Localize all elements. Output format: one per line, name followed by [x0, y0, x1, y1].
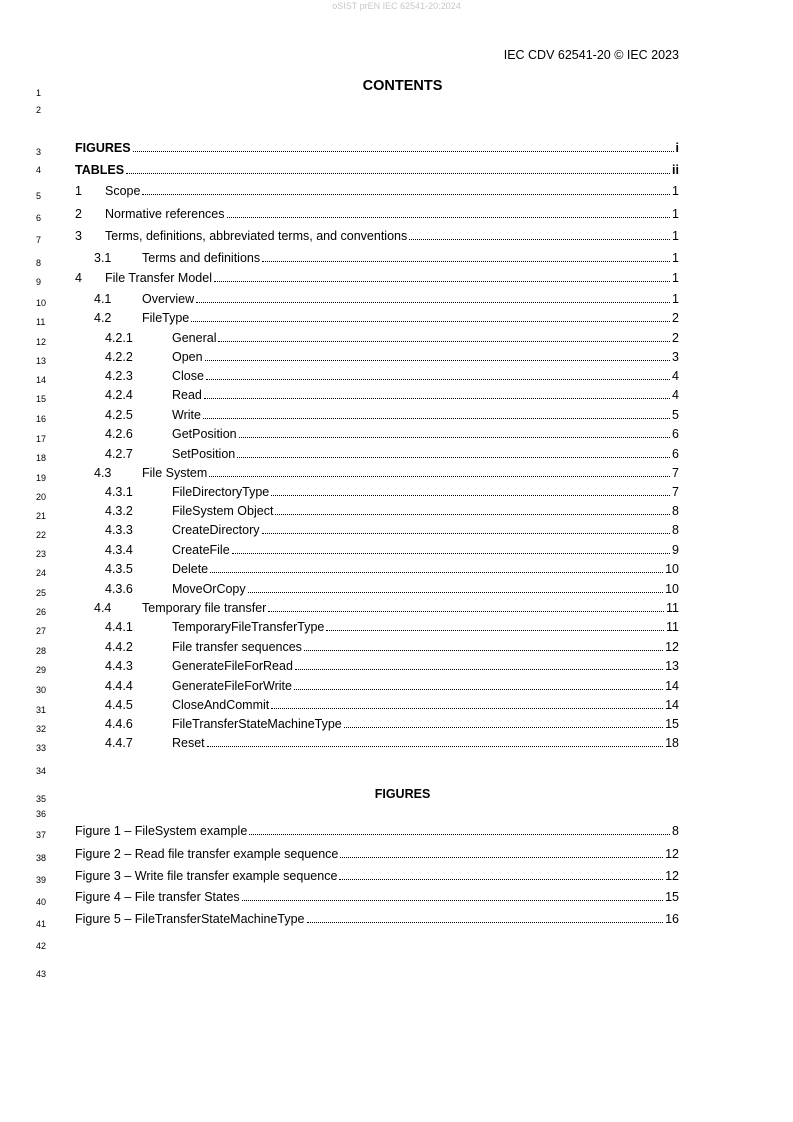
line-number: 3: [36, 147, 42, 157]
toc-entry[interactable]: [105, 542, 679, 558]
toc-entry[interactable]: [105, 330, 679, 346]
page-number: 12: [665, 869, 679, 883]
page-number: 6: [672, 447, 679, 461]
page-number: 12: [665, 640, 679, 654]
page-number: 14: [665, 679, 679, 693]
entry-title: File transfer sequences: [172, 640, 302, 654]
entry-title: FileSystem Object: [172, 504, 274, 518]
toc-entry[interactable]: [94, 310, 679, 326]
page-number: 1: [672, 207, 679, 221]
section-number: 4.2.7: [105, 447, 133, 461]
line-number: 13: [36, 356, 47, 366]
page-number: 13: [665, 659, 679, 673]
page-number: i: [675, 141, 679, 155]
line-number: 7: [36, 235, 42, 245]
page-number: 5: [672, 408, 679, 422]
line-number: 1: [36, 88, 42, 98]
dot-leader: [209, 475, 670, 477]
toc-entry[interactable]: [75, 206, 679, 222]
entry-title: File Transfer Model: [105, 271, 212, 285]
dot-leader: [340, 856, 663, 858]
page-number: 7: [672, 485, 679, 499]
section-number: 4.4.4: [105, 679, 133, 693]
entry-title: CreateFile: [172, 543, 230, 557]
dot-leader: [304, 649, 663, 651]
dot-leader: [210, 571, 663, 573]
toc-entry[interactable]: [105, 658, 679, 674]
dot-leader: [326, 629, 664, 631]
section-number: 4.4: [94, 601, 112, 615]
page-number: 1: [672, 251, 679, 265]
entry-title: SetPosition: [172, 447, 236, 461]
toc-entry[interactable]: [75, 270, 679, 286]
line-number: 29: [36, 665, 47, 675]
line-number: 30: [36, 685, 47, 695]
page-number: 18: [665, 736, 679, 750]
figures-list-title: FIGURES: [374, 787, 431, 801]
line-number: 5: [36, 191, 42, 201]
toc-entry[interactable]: [105, 639, 679, 655]
line-number: 14: [36, 375, 47, 385]
dot-leader: [203, 417, 670, 419]
entry-title: CloseAndCommit: [172, 698, 270, 712]
dot-leader: [294, 688, 663, 690]
toc-entry[interactable]: [75, 140, 679, 156]
toc-entry[interactable]: [105, 716, 679, 732]
entry-title: Temporary file transfer: [142, 601, 267, 615]
toc-entry[interactable]: [75, 162, 679, 178]
page-number: 2: [672, 331, 679, 345]
dot-leader: [133, 150, 674, 152]
figure-entry[interactable]: [75, 889, 679, 905]
contents-title: CONTENTS: [362, 78, 443, 94]
toc-entry[interactable]: [105, 581, 679, 597]
entry-title: Figure 3 – Write file transfer example sequence: [75, 869, 338, 883]
section-number: 4.4.5: [105, 698, 133, 712]
page-number: 1: [672, 292, 679, 306]
dot-leader: [196, 301, 670, 303]
entry-title: Open: [172, 350, 203, 364]
dot-leader: [248, 591, 663, 593]
toc-entry[interactable]: [105, 484, 679, 500]
entry-title: General: [172, 331, 217, 345]
page-number: 15: [665, 890, 679, 904]
line-number: 23: [36, 549, 47, 559]
page-number: 6: [672, 427, 679, 441]
line-number: 6: [36, 213, 42, 223]
entry-title: TemporaryFileTransferType: [172, 620, 325, 634]
page-number: 15: [665, 717, 679, 731]
dot-leader: [237, 456, 670, 458]
entry-title: Normative references: [105, 207, 225, 221]
dot-leader: [126, 172, 670, 174]
dot-leader: [268, 610, 664, 612]
section-number: 4.2.3: [105, 369, 133, 383]
document-reference: IEC CDV 62541-20 © IEC 2023: [503, 48, 679, 62]
toc-entry[interactable]: [94, 600, 679, 616]
line-number: 22: [36, 530, 47, 540]
toc-entry[interactable]: [94, 465, 679, 481]
section-number: 4.3.4: [105, 543, 133, 557]
dot-leader: [307, 921, 664, 923]
dot-leader: [344, 726, 663, 728]
section-number: 4.3: [94, 466, 112, 480]
line-number: 42: [36, 941, 47, 951]
line-number: 36: [36, 809, 47, 819]
dot-leader: [239, 436, 670, 438]
line-number: 17: [36, 434, 47, 444]
entry-title: Figure 2 – Read file transfer example sequence: [75, 847, 339, 861]
section-number: 4.3.3: [105, 523, 133, 537]
toc-entry[interactable]: [105, 522, 679, 538]
entry-title: GetPosition: [172, 427, 237, 441]
page-number: 8: [672, 504, 679, 518]
line-number: 40: [36, 897, 47, 907]
figure-entry[interactable]: [75, 868, 679, 884]
page-number: 8: [672, 523, 679, 537]
entry-title: Terms and definitions: [142, 251, 261, 265]
dot-leader: [218, 340, 670, 342]
toc-entry[interactable]: [105, 407, 679, 423]
dot-leader: [204, 397, 670, 399]
toc-entry[interactable]: [94, 291, 679, 307]
toc-entry[interactable]: [94, 250, 679, 266]
page-number: 1: [672, 271, 679, 285]
dot-leader: [232, 552, 670, 554]
entry-title: Terms, definitions, abbreviated terms, and conventions: [105, 229, 408, 243]
entry-title: GenerateFileForWrite: [172, 679, 292, 693]
line-number: 25: [36, 588, 47, 598]
page-number: 9: [672, 543, 679, 557]
dot-leader: [409, 238, 670, 240]
section-number: 4.2.5: [105, 408, 133, 422]
line-number: 26: [36, 607, 47, 617]
dot-leader: [242, 899, 663, 901]
dot-leader: [142, 193, 670, 195]
section-number: 4.4.1: [105, 620, 133, 634]
line-number: 33: [36, 743, 47, 753]
dot-leader: [205, 359, 670, 361]
toc-entry[interactable]: [105, 561, 679, 577]
section-number: 4.3.6: [105, 582, 133, 596]
section-number: 3.1: [94, 251, 112, 265]
line-number: 10: [36, 298, 47, 308]
section-number: 4.2: [94, 311, 112, 325]
dot-leader: [271, 707, 663, 709]
section-number: 3: [75, 229, 82, 243]
entry-title: Write: [172, 408, 201, 422]
page-number: 4: [672, 369, 679, 383]
section-number: 4: [75, 271, 82, 285]
entry-title: MoveOrCopy: [172, 582, 246, 596]
entry-title: Figure 4 – File transfer States: [75, 890, 240, 904]
page-number: ii: [672, 163, 679, 177]
line-number: 15: [36, 394, 47, 404]
section-number: 4.4.3: [105, 659, 133, 673]
entry-title: FileDirectoryType: [172, 485, 270, 499]
line-number: 12: [36, 337, 47, 347]
line-number: 16: [36, 414, 47, 424]
toc-entry[interactable]: [105, 426, 679, 442]
dot-leader: [295, 668, 663, 670]
page-number: 1: [672, 229, 679, 243]
page-number: 1: [672, 184, 679, 198]
watermark: oSIST prEN IEC 62541-20:2024: [332, 1, 461, 11]
section-number: 4.4.7: [105, 736, 133, 750]
line-number: 18: [36, 453, 47, 463]
line-number: 39: [36, 875, 47, 885]
line-number: 32: [36, 724, 47, 734]
toc-entry[interactable]: [105, 619, 679, 635]
entry-title: CreateDirectory: [172, 523, 260, 537]
dot-leader: [339, 878, 663, 880]
section-number: 4.4.2: [105, 640, 133, 654]
line-number: 43: [36, 969, 47, 979]
page-number: 7: [672, 466, 679, 480]
dot-leader: [262, 532, 671, 534]
section-number: 4.3.2: [105, 504, 133, 518]
line-number: 8: [36, 258, 42, 268]
line-number: 4: [36, 165, 42, 175]
page-number: 16: [665, 912, 679, 926]
line-number: 41: [36, 919, 47, 929]
page-number: 8: [672, 824, 679, 838]
dot-leader: [271, 494, 670, 496]
entry-title: Read: [172, 388, 202, 402]
line-number: 31: [36, 705, 47, 715]
section-number: 4.1: [94, 292, 112, 306]
line-number: 20: [36, 492, 47, 502]
line-number: 37: [36, 830, 47, 840]
line-number: 28: [36, 646, 47, 656]
page-number: 3: [672, 350, 679, 364]
page-number: 11: [666, 620, 679, 634]
toc-entry[interactable]: [75, 228, 679, 244]
line-number: 19: [36, 473, 47, 483]
toc-entry[interactable]: [75, 183, 679, 199]
dot-leader: [262, 260, 670, 262]
dot-leader: [214, 280, 670, 282]
section-number: 1: [75, 184, 82, 198]
line-number: 34: [36, 766, 47, 776]
toc-entry[interactable]: [105, 697, 679, 713]
page-number: 10: [665, 562, 679, 576]
line-number: 27: [36, 626, 47, 636]
entry-title: FileType: [142, 311, 190, 325]
line-number: 11: [36, 317, 46, 327]
section-number: 4.2.4: [105, 388, 133, 402]
entry-title: FIGURES: [75, 141, 131, 155]
figure-entry[interactable]: [75, 846, 679, 862]
dot-leader: [227, 216, 671, 218]
page-number: 4: [672, 388, 679, 402]
figure-entry[interactable]: [75, 911, 679, 927]
page-number: 12: [665, 847, 679, 861]
line-number: 35: [36, 794, 47, 804]
dot-leader: [191, 320, 670, 322]
line-number: 2: [36, 105, 42, 115]
toc-entry[interactable]: [105, 678, 679, 694]
entry-title: Reset: [172, 736, 205, 750]
section-number: 4.2.2: [105, 350, 133, 364]
figure-entry[interactable]: [75, 823, 679, 839]
dot-leader: [249, 833, 670, 835]
section-number: 2: [75, 207, 82, 221]
toc-entry[interactable]: [105, 446, 679, 462]
toc-entry[interactable]: [105, 368, 679, 384]
entry-title: Scope: [105, 184, 141, 198]
entry-title: Figure 5 – FileTransferStateMachineType: [75, 912, 305, 926]
page-number: 2: [672, 311, 679, 325]
entry-title: File System: [142, 466, 208, 480]
dot-leader: [207, 745, 663, 747]
section-number: 4.4.6: [105, 717, 133, 731]
section-number: 4.3.5: [105, 562, 133, 576]
entry-title: Close: [172, 369, 204, 383]
dot-leader: [206, 378, 670, 380]
dot-leader: [275, 513, 670, 515]
toc-entry[interactable]: [105, 387, 679, 403]
page-number: 11: [666, 601, 679, 615]
line-number: 38: [36, 853, 47, 863]
entry-title: Figure 1 – FileSystem example: [75, 824, 248, 838]
line-number: 21: [36, 511, 47, 521]
entry-title: FileTransferStateMachineType: [172, 717, 342, 731]
entry-title: Delete: [172, 562, 209, 576]
entry-title: TABLES: [75, 163, 125, 177]
toc-entry[interactable]: [105, 349, 679, 365]
entry-title: Overview: [142, 292, 195, 306]
entry-title: GenerateFileForRead: [172, 659, 293, 673]
page-number: 14: [665, 698, 679, 712]
toc-entry[interactable]: [105, 503, 679, 519]
line-number: 24: [36, 568, 47, 578]
section-number: 4.2.6: [105, 427, 133, 441]
section-number: 4.2.1: [105, 331, 133, 345]
page-number: 10: [665, 582, 679, 596]
line-number: 9: [36, 277, 42, 287]
toc-entry[interactable]: [105, 735, 679, 751]
section-number: 4.3.1: [105, 485, 133, 499]
